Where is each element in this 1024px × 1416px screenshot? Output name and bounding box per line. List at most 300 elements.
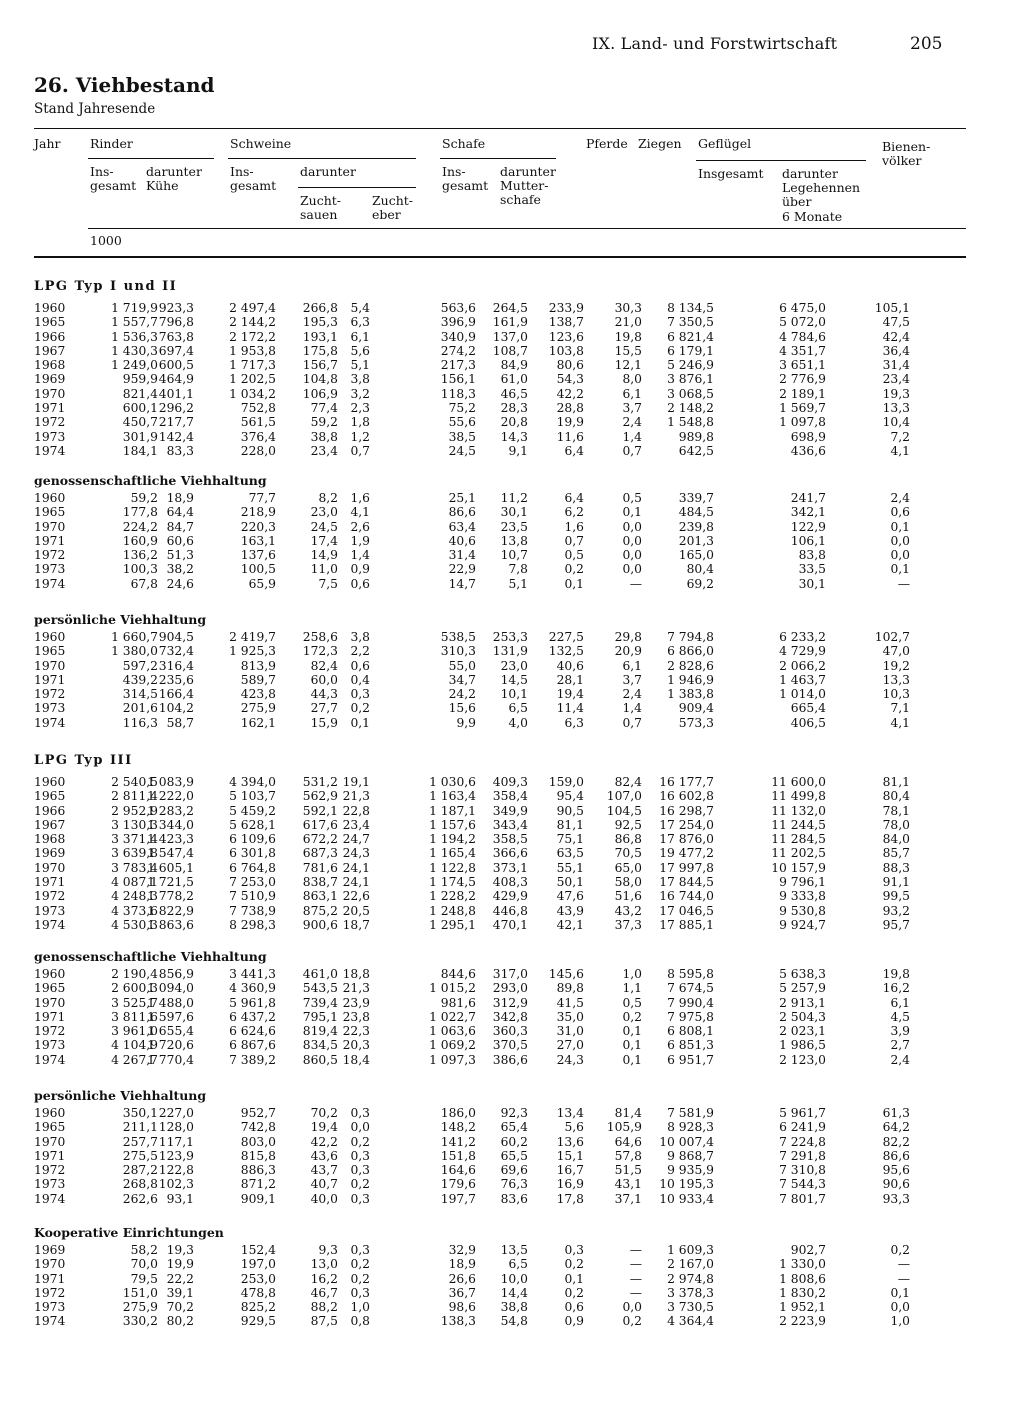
legehennen-cell: 11 132,0 bbox=[771, 803, 826, 818]
table-row bbox=[34, 430, 994, 444]
legehennen-cell: 5 257,9 bbox=[779, 981, 826, 996]
year-cell: 1970 bbox=[34, 1257, 66, 1272]
zuchteber-cell: 22,6 bbox=[342, 889, 370, 904]
schweine-insgesamt-cell: 2 144,2 bbox=[229, 315, 276, 330]
rinder-insgesamt-cell: 1 536,3 bbox=[111, 329, 158, 344]
pferde-cell: 0,2 bbox=[564, 562, 584, 577]
mutterschafe-cell: 446,8 bbox=[492, 903, 528, 918]
rinder-insgesamt-cell: 201,6 bbox=[122, 701, 158, 716]
rinder-kuehe-cell: 93,1 bbox=[166, 1191, 194, 1206]
schafe-insgesamt-cell: 1 022,7 bbox=[429, 1009, 476, 1024]
rinder-insgesamt-cell: 439,2 bbox=[122, 672, 158, 687]
schafe-insgesamt-cell: 118,3 bbox=[440, 386, 476, 401]
rinder-insgesamt-cell: 2 811,4 bbox=[111, 789, 158, 804]
schafe-insgesamt-cell: 14,7 bbox=[448, 576, 476, 591]
table-row bbox=[34, 716, 994, 730]
ziegen-cell: 0,2 bbox=[622, 1314, 642, 1329]
zuchtsauen-cell: 13,0 bbox=[310, 1257, 338, 1272]
zuchtsauen-cell: 781,6 bbox=[302, 860, 338, 875]
col-mutterschafe: darunter Mutter- schafe bbox=[500, 164, 556, 208]
schafe-insgesamt-cell: 151,8 bbox=[440, 1148, 476, 1163]
year-cell: 1965 bbox=[34, 644, 66, 659]
ziegen-cell: 43,1 bbox=[614, 1177, 642, 1192]
zuchtsauen-cell: 617,6 bbox=[302, 817, 338, 832]
col-schweine: Schweine bbox=[230, 136, 292, 151]
schafe-insgesamt-cell: 1 122,8 bbox=[429, 860, 476, 875]
legehennen-cell: 1 014,0 bbox=[779, 687, 826, 702]
schafe-insgesamt-cell: 86,6 bbox=[448, 505, 476, 520]
table-row bbox=[34, 1038, 994, 1052]
year-cell: 1960 bbox=[34, 967, 66, 981]
pferde-cell: 0,7 bbox=[564, 533, 584, 548]
legehennen-cell: 7 544,3 bbox=[779, 1177, 826, 1192]
legehennen-cell: 4 351,7 bbox=[779, 343, 826, 358]
gefluegel-insgesamt-cell: 4 364,4 bbox=[667, 1314, 714, 1329]
pferde-cell: 43,9 bbox=[556, 903, 584, 918]
schafe-insgesamt-cell: 1 157,6 bbox=[429, 817, 476, 832]
table-row bbox=[34, 1010, 994, 1024]
bienenvoelker-cell: — bbox=[897, 576, 910, 591]
bienenvoelker-cell: 47,5 bbox=[882, 315, 910, 330]
schweine-insgesamt-cell: 5 961,8 bbox=[229, 995, 276, 1010]
zuchteber-cell: 5,4 bbox=[350, 301, 370, 315]
rinder-insgesamt-cell: 821,4 bbox=[122, 386, 158, 401]
year-cell: 1970 bbox=[34, 658, 66, 673]
rinder-insgesamt-cell: 3 783,4 bbox=[111, 860, 158, 875]
section-3 bbox=[34, 612, 994, 730]
schweine-insgesamt-cell: 1 717,3 bbox=[229, 358, 276, 373]
schafe-insgesamt-cell: 98,6 bbox=[448, 1300, 476, 1315]
ziegen-cell: — bbox=[629, 1285, 642, 1300]
zuchtsauen-cell: 38,8 bbox=[310, 429, 338, 444]
bienenvoelker-cell: 4,1 bbox=[890, 443, 910, 458]
legehennen-cell: 11 499,8 bbox=[771, 789, 826, 804]
legehennen-cell: 11 284,5 bbox=[771, 832, 826, 847]
rinder-kuehe-cell: 1 597,6 bbox=[147, 1009, 194, 1024]
pferde-cell: 0,6 bbox=[564, 1300, 584, 1315]
schweine-insgesamt-cell: 2 419,7 bbox=[229, 630, 276, 644]
mutterschafe-cell: 161,9 bbox=[492, 315, 528, 330]
pferde-cell: 42,2 bbox=[556, 386, 584, 401]
schafe-insgesamt-cell: 340,9 bbox=[440, 329, 476, 344]
zuchteber-cell: 1,8 bbox=[350, 415, 370, 430]
schweine-insgesamt-cell: 752,8 bbox=[240, 401, 276, 416]
gefluegel-insgesamt-cell: 989,8 bbox=[678, 429, 714, 444]
schafe-insgesamt-cell: 141,2 bbox=[440, 1134, 476, 1149]
bienenvoelker-cell: 13,3 bbox=[882, 401, 910, 416]
pferde-cell: 0,1 bbox=[564, 1271, 584, 1286]
zuchtsauen-cell: 82,4 bbox=[310, 658, 338, 673]
ziegen-cell: 86,8 bbox=[614, 832, 642, 847]
zuchteber-cell: 18,4 bbox=[342, 1052, 370, 1067]
zuchtsauen-cell: 16,2 bbox=[310, 1271, 338, 1286]
pferde-cell: 0,2 bbox=[564, 1285, 584, 1300]
schweine-insgesamt-cell: 163,1 bbox=[240, 533, 276, 548]
zuchteber-cell: 0,3 bbox=[350, 1106, 370, 1120]
schafe-insgesamt-cell: 179,6 bbox=[440, 1177, 476, 1192]
rinder-kuehe-cell: 697,4 bbox=[158, 343, 194, 358]
rinder-insgesamt-cell: 301,9 bbox=[122, 429, 158, 444]
table-row bbox=[34, 520, 994, 534]
rinder-insgesamt-cell: 3 130,3 bbox=[111, 817, 158, 832]
legehennen-cell: 1 808,6 bbox=[779, 1271, 826, 1286]
gefluegel-insgesamt-cell: 10 195,3 bbox=[659, 1177, 714, 1192]
rinder-kuehe-cell: 19,3 bbox=[166, 1243, 194, 1257]
year-cell: 1965 bbox=[34, 981, 66, 996]
legehennen-cell: 902,7 bbox=[790, 1243, 826, 1257]
bienenvoelker-cell: 7,2 bbox=[890, 429, 910, 444]
table-row bbox=[34, 818, 994, 832]
table-row bbox=[34, 630, 994, 644]
year-cell: 1973 bbox=[34, 701, 66, 716]
table-row bbox=[34, 967, 994, 981]
zuchtsauen-cell: 17,4 bbox=[310, 533, 338, 548]
col-zuchtsauen: Zucht- sauen bbox=[300, 193, 342, 223]
rinder-kuehe-cell: 166,4 bbox=[158, 687, 194, 702]
bienenvoelker-cell: 95,6 bbox=[882, 1163, 910, 1178]
pferde-cell: 31,0 bbox=[556, 1024, 584, 1039]
bienenvoelker-cell: 0,1 bbox=[890, 562, 910, 577]
zuchteber-cell: 1,4 bbox=[350, 548, 370, 563]
schafe-insgesamt-cell: 55,0 bbox=[448, 658, 476, 673]
mutterschafe-cell: 28,3 bbox=[500, 401, 528, 416]
col-jahr: Jahr bbox=[34, 136, 61, 151]
col-schweine-insgesamt: Ins- gesamt bbox=[230, 164, 277, 194]
schafe-insgesamt-cell: 1 163,4 bbox=[429, 789, 476, 804]
gefluegel-insgesamt-cell: 1 383,8 bbox=[667, 687, 714, 702]
zuchteber-cell: 0,6 bbox=[350, 576, 370, 591]
pferde-cell: 1,6 bbox=[564, 519, 584, 534]
schweine-insgesamt-cell: 813,9 bbox=[240, 658, 276, 673]
zuchteber-cell: 2,3 bbox=[350, 401, 370, 416]
ziegen-cell: 21,0 bbox=[614, 315, 642, 330]
gefluegel-insgesamt-cell: 6 851,3 bbox=[667, 1038, 714, 1053]
legehennen-cell: 30,1 bbox=[798, 576, 826, 591]
zuchteber-cell: 21,3 bbox=[342, 789, 370, 804]
mutterschafe-cell: 11,2 bbox=[500, 491, 528, 505]
zuchtsauen-cell: 44,3 bbox=[310, 687, 338, 702]
schafe-insgesamt-cell: 40,6 bbox=[448, 533, 476, 548]
pferde-cell: 5,6 bbox=[564, 1120, 584, 1135]
ziegen-cell: 2,4 bbox=[622, 687, 642, 702]
rinder-insgesamt-cell: 4 267,7 bbox=[111, 1052, 158, 1067]
legehennen-cell: 83,8 bbox=[798, 548, 826, 563]
bienenvoelker-cell: 0,0 bbox=[890, 1300, 910, 1315]
year-cell: 1973 bbox=[34, 562, 66, 577]
rinder-insgesamt-cell: 597,2 bbox=[122, 658, 158, 673]
bienenvoelker-cell: 91,1 bbox=[882, 875, 910, 890]
table-row bbox=[34, 548, 994, 562]
table-row bbox=[34, 861, 994, 875]
ziegen-cell: 0,7 bbox=[622, 443, 642, 458]
mutterschafe-cell: 10,1 bbox=[500, 687, 528, 702]
rinder-insgesamt-cell: 1 719,9 bbox=[111, 301, 158, 315]
schafe-insgesamt-cell: 396,9 bbox=[440, 315, 476, 330]
legehennen-cell: 106,1 bbox=[790, 533, 826, 548]
ziegen-cell: 0,1 bbox=[622, 1024, 642, 1039]
bienenvoelker-cell: 2,4 bbox=[890, 1052, 910, 1067]
schafe-insgesamt-cell: 538,5 bbox=[440, 630, 476, 644]
schweine-insgesamt-cell: 7 738,9 bbox=[229, 903, 276, 918]
pferde-cell: 42,1 bbox=[556, 917, 584, 932]
legehennen-cell: 2 189,1 bbox=[779, 386, 826, 401]
gefluegel-insgesamt-cell: 3 730,5 bbox=[667, 1300, 714, 1315]
year-cell: 1970 bbox=[34, 386, 66, 401]
legehennen-cell: 9 333,8 bbox=[779, 889, 826, 904]
legehennen-cell: 342,1 bbox=[790, 505, 826, 520]
rinder-kuehe-cell: 64,4 bbox=[166, 505, 194, 520]
col-rinder: Rinder bbox=[90, 136, 133, 151]
rinder-insgesamt-cell: 2 540,5 bbox=[111, 775, 158, 789]
zuchteber-cell: 23,4 bbox=[342, 817, 370, 832]
rinder-insgesamt-cell: 4 104,9 bbox=[111, 1038, 158, 1053]
mutterschafe-cell: 349,9 bbox=[492, 803, 528, 818]
table-row bbox=[34, 775, 994, 789]
bienenvoelker-cell: 6,1 bbox=[890, 995, 910, 1010]
schweine-insgesamt-cell: 909,1 bbox=[240, 1191, 276, 1206]
gefluegel-insgesamt-cell: 17 844,5 bbox=[659, 875, 714, 890]
legehennen-cell: 7 310,8 bbox=[779, 1163, 826, 1178]
gefluegel-insgesamt-cell: 17 254,0 bbox=[659, 817, 714, 832]
schweine-insgesamt-cell: 6 437,2 bbox=[229, 1009, 276, 1024]
rinder-insgesamt-cell: 79,5 bbox=[130, 1271, 158, 1286]
schweine-insgesamt-cell: 6 624,6 bbox=[229, 1024, 276, 1039]
schweine-insgesamt-cell: 871,2 bbox=[240, 1177, 276, 1192]
schafe-insgesamt-cell: 563,6 bbox=[440, 301, 476, 315]
schafe-insgesamt-cell: 186,0 bbox=[440, 1106, 476, 1120]
bienenvoelker-cell: 64,2 bbox=[882, 1120, 910, 1135]
rinder-kuehe-cell: 18,9 bbox=[166, 491, 194, 505]
schafe-insgesamt-cell: 981,6 bbox=[440, 995, 476, 1010]
year-cell: 1971 bbox=[34, 1009, 66, 1024]
mutterschafe-cell: 108,7 bbox=[492, 343, 528, 358]
gefluegel-insgesamt-cell: 9 868,7 bbox=[667, 1148, 714, 1163]
zuchteber-cell: 22,3 bbox=[342, 1024, 370, 1039]
table-row bbox=[34, 577, 994, 591]
mutterschafe-cell: 30,1 bbox=[500, 505, 528, 520]
legehennen-cell: 698,9 bbox=[790, 429, 826, 444]
table-row bbox=[34, 1257, 994, 1271]
rinder-insgesamt-cell: 450,7 bbox=[122, 415, 158, 430]
section-4 bbox=[34, 753, 994, 932]
gefluegel-insgesamt-cell: 3 876,1 bbox=[667, 372, 714, 387]
pferde-cell: 40,6 bbox=[556, 658, 584, 673]
ziegen-cell: 6,1 bbox=[622, 658, 642, 673]
bienenvoelker-cell: 61,3 bbox=[882, 1106, 910, 1120]
schweine-insgesamt-cell: 1 034,2 bbox=[229, 386, 276, 401]
rinder-kuehe-cell: 856,9 bbox=[158, 967, 194, 981]
mutterschafe-cell: 342,8 bbox=[492, 1009, 528, 1024]
ziegen-cell: 51,6 bbox=[614, 889, 642, 904]
rinder-kuehe-cell: 1 283,2 bbox=[147, 803, 194, 818]
table-row bbox=[34, 1053, 994, 1067]
legehennen-cell: 122,9 bbox=[790, 519, 826, 534]
pferde-cell: 132,5 bbox=[548, 644, 584, 659]
schafe-insgesamt-cell: 156,1 bbox=[440, 372, 476, 387]
mutterschafe-cell: 366,6 bbox=[492, 846, 528, 861]
rinder-kuehe-cell: 464,9 bbox=[158, 372, 194, 387]
schafe-insgesamt-cell: 217,3 bbox=[440, 358, 476, 373]
bienenvoelker-cell: 95,7 bbox=[882, 917, 910, 932]
rinder-insgesamt-cell: 59,2 bbox=[130, 491, 158, 505]
zuchteber-cell: 6,1 bbox=[350, 329, 370, 344]
schafe-insgesamt-cell: 32,9 bbox=[448, 1243, 476, 1257]
rinder-kuehe-cell: 142,4 bbox=[158, 429, 194, 444]
table-row bbox=[34, 981, 994, 995]
zuchteber-cell: 18,8 bbox=[342, 967, 370, 981]
rinder-kuehe-cell: 1 094,0 bbox=[147, 981, 194, 996]
schweine-insgesamt-cell: 137,6 bbox=[240, 548, 276, 563]
col-gefluegel-insgesamt: Insgesamt bbox=[698, 166, 764, 181]
legehennen-cell: 3 651,1 bbox=[779, 358, 826, 373]
bienenvoelker-cell: 86,6 bbox=[882, 1148, 910, 1163]
zuchteber-cell: 19,1 bbox=[342, 775, 370, 789]
col-bienenvoelker: Bienen- völker bbox=[882, 139, 931, 169]
pferde-cell: 11,6 bbox=[556, 429, 584, 444]
rinder-kuehe-cell: 104,2 bbox=[158, 701, 194, 716]
gefluegel-insgesamt-cell: 6 951,7 bbox=[667, 1052, 714, 1067]
rinder-kuehe-cell: 217,7 bbox=[158, 415, 194, 430]
pferde-cell: 81,1 bbox=[556, 817, 584, 832]
schafe-insgesamt-cell: 1 187,1 bbox=[429, 803, 476, 818]
mutterschafe-cell: 10,7 bbox=[500, 548, 528, 563]
gefluegel-insgesamt-cell: 17 876,0 bbox=[659, 832, 714, 847]
rule-schafe bbox=[440, 158, 556, 159]
rinder-insgesamt-cell: 1 660,7 bbox=[111, 630, 158, 644]
gefluegel-insgesamt-cell: 16 298,7 bbox=[659, 803, 714, 818]
rinder-insgesamt-cell: 275,9 bbox=[122, 1300, 158, 1315]
ziegen-cell: 3,7 bbox=[622, 672, 642, 687]
pferde-cell: 19,9 bbox=[556, 415, 584, 430]
schafe-insgesamt-cell: 1 069,2 bbox=[429, 1038, 476, 1053]
mutterschafe-cell: 370,5 bbox=[492, 1038, 528, 1053]
zuchteber-cell: 6,3 bbox=[350, 315, 370, 330]
bienenvoelker-cell: 0,2 bbox=[890, 1243, 910, 1257]
legehennen-cell: 9 530,8 bbox=[779, 903, 826, 918]
header-bottom-rule bbox=[34, 256, 966, 258]
rinder-insgesamt-cell: 151,0 bbox=[122, 1285, 158, 1300]
rinder-kuehe-cell: 235,6 bbox=[158, 672, 194, 687]
legehennen-cell: 2 023,1 bbox=[779, 1024, 826, 1039]
zuchteber-cell: 0,3 bbox=[350, 1191, 370, 1206]
year-cell: 1972 bbox=[34, 1024, 66, 1039]
rinder-kuehe-cell: 1 655,4 bbox=[147, 1024, 194, 1039]
gefluegel-insgesamt-cell: 80,4 bbox=[686, 562, 714, 577]
year-cell: 1971 bbox=[34, 401, 66, 416]
legehennen-cell: 1 569,7 bbox=[779, 401, 826, 416]
schweine-insgesamt-cell: 6 109,6 bbox=[229, 832, 276, 847]
bienenvoelker-cell: 2,7 bbox=[890, 1038, 910, 1053]
zuchtsauen-cell: 195,3 bbox=[302, 315, 338, 330]
mutterschafe-cell: 7,8 bbox=[508, 562, 528, 577]
pferde-cell: 27,0 bbox=[556, 1038, 584, 1053]
pferde-cell: 95,4 bbox=[556, 789, 584, 804]
zuchtsauen-cell: 19,4 bbox=[310, 1120, 338, 1135]
ziegen-cell: — bbox=[629, 576, 642, 591]
bienenvoelker-cell: 4,1 bbox=[890, 715, 910, 730]
zuchtsauen-cell: 14,9 bbox=[310, 548, 338, 563]
gefluegel-insgesamt-cell: 1 609,3 bbox=[667, 1243, 714, 1257]
rinder-insgesamt-cell: 136,2 bbox=[122, 548, 158, 563]
mutterschafe-cell: 83,6 bbox=[500, 1191, 528, 1206]
zuchteber-cell: 0,3 bbox=[350, 1163, 370, 1178]
zuchtsauen-cell: 172,3 bbox=[302, 644, 338, 659]
mutterschafe-cell: 429,9 bbox=[492, 889, 528, 904]
zuchteber-cell: 4,1 bbox=[350, 505, 370, 520]
zuchtsauen-cell: 23,4 bbox=[310, 443, 338, 458]
ziegen-cell: 8,0 bbox=[622, 372, 642, 387]
ziegen-cell: 82,4 bbox=[614, 775, 642, 789]
gefluegel-insgesamt-cell: 7 794,8 bbox=[667, 630, 714, 644]
bienenvoelker-cell: 85,7 bbox=[882, 846, 910, 861]
rinder-insgesamt-cell: 211,1 bbox=[122, 1120, 158, 1135]
rinder-kuehe-cell: 1 547,4 bbox=[147, 846, 194, 861]
rinder-kuehe-cell: 732,4 bbox=[158, 644, 194, 659]
mutterschafe-cell: 65,4 bbox=[500, 1120, 528, 1135]
year-cell: 1969 bbox=[34, 372, 66, 387]
pferde-cell: 6,2 bbox=[564, 505, 584, 520]
schafe-insgesamt-cell: 9,9 bbox=[456, 715, 476, 730]
year-cell: 1974 bbox=[34, 715, 66, 730]
schweine-insgesamt-cell: 6 301,8 bbox=[229, 846, 276, 861]
year-cell: 1960 bbox=[34, 630, 66, 644]
schweine-insgesamt-cell: 423,8 bbox=[240, 687, 276, 702]
pferde-cell: 63,5 bbox=[556, 846, 584, 861]
zuchtsauen-cell: 104,8 bbox=[302, 372, 338, 387]
rinder-kuehe-cell: 1 423,3 bbox=[147, 832, 194, 847]
rinder-insgesamt-cell: 600,1 bbox=[122, 401, 158, 416]
pferde-cell: 0,9 bbox=[564, 1314, 584, 1329]
mutterschafe-cell: 470,1 bbox=[492, 917, 528, 932]
zuchtsauen-cell: 592,1 bbox=[302, 803, 338, 818]
col-schafe: Schafe bbox=[442, 136, 486, 151]
zuchteber-cell: 0,2 bbox=[350, 1257, 370, 1272]
legehennen-cell: 4 784,6 bbox=[779, 329, 826, 344]
zuchtsauen-cell: 9,3 bbox=[318, 1243, 338, 1257]
schweine-insgesamt-cell: 376,4 bbox=[240, 429, 276, 444]
table-row bbox=[34, 832, 994, 846]
mutterschafe-cell: 343,4 bbox=[492, 817, 528, 832]
bienenvoelker-cell: 42,4 bbox=[882, 329, 910, 344]
zuchteber-cell: 23,8 bbox=[342, 1009, 370, 1024]
ziegen-cell: 104,5 bbox=[606, 803, 642, 818]
legehennen-cell: 9 924,7 bbox=[779, 917, 826, 932]
mutterschafe-cell: 386,6 bbox=[492, 1052, 528, 1067]
schafe-insgesamt-cell: 1 228,2 bbox=[429, 889, 476, 904]
bienenvoelker-cell: 78,0 bbox=[882, 817, 910, 832]
gefluegel-insgesamt-cell: 69,2 bbox=[686, 576, 714, 591]
mutterschafe-cell: 76,3 bbox=[500, 1177, 528, 1192]
zuchteber-cell: 5,6 bbox=[350, 343, 370, 358]
mutterschafe-cell: 14,5 bbox=[500, 672, 528, 687]
schafe-insgesamt-cell: 310,3 bbox=[440, 644, 476, 659]
schafe-insgesamt-cell: 36,7 bbox=[448, 1285, 476, 1300]
schafe-insgesamt-cell: 24,5 bbox=[448, 443, 476, 458]
bienenvoelker-cell: 3,9 bbox=[890, 1024, 910, 1039]
year-cell: 1968 bbox=[34, 832, 66, 847]
gefluegel-insgesamt-cell: 239,8 bbox=[678, 519, 714, 534]
schweine-insgesamt-cell: 803,0 bbox=[240, 1134, 276, 1149]
gefluegel-insgesamt-cell: 2 148,2 bbox=[667, 401, 714, 416]
rinder-insgesamt-cell: 3 961,0 bbox=[111, 1024, 158, 1039]
zuchtsauen-cell: 863,1 bbox=[302, 889, 338, 904]
section-title: LPG Typ I und II bbox=[34, 279, 178, 294]
pferde-cell: 50,1 bbox=[556, 875, 584, 890]
schweine-insgesamt-cell: 1 202,5 bbox=[229, 372, 276, 387]
pferde-cell: 55,1 bbox=[556, 860, 584, 875]
section-5 bbox=[34, 949, 994, 1067]
zuchtsauen-cell: 11,0 bbox=[310, 562, 338, 577]
